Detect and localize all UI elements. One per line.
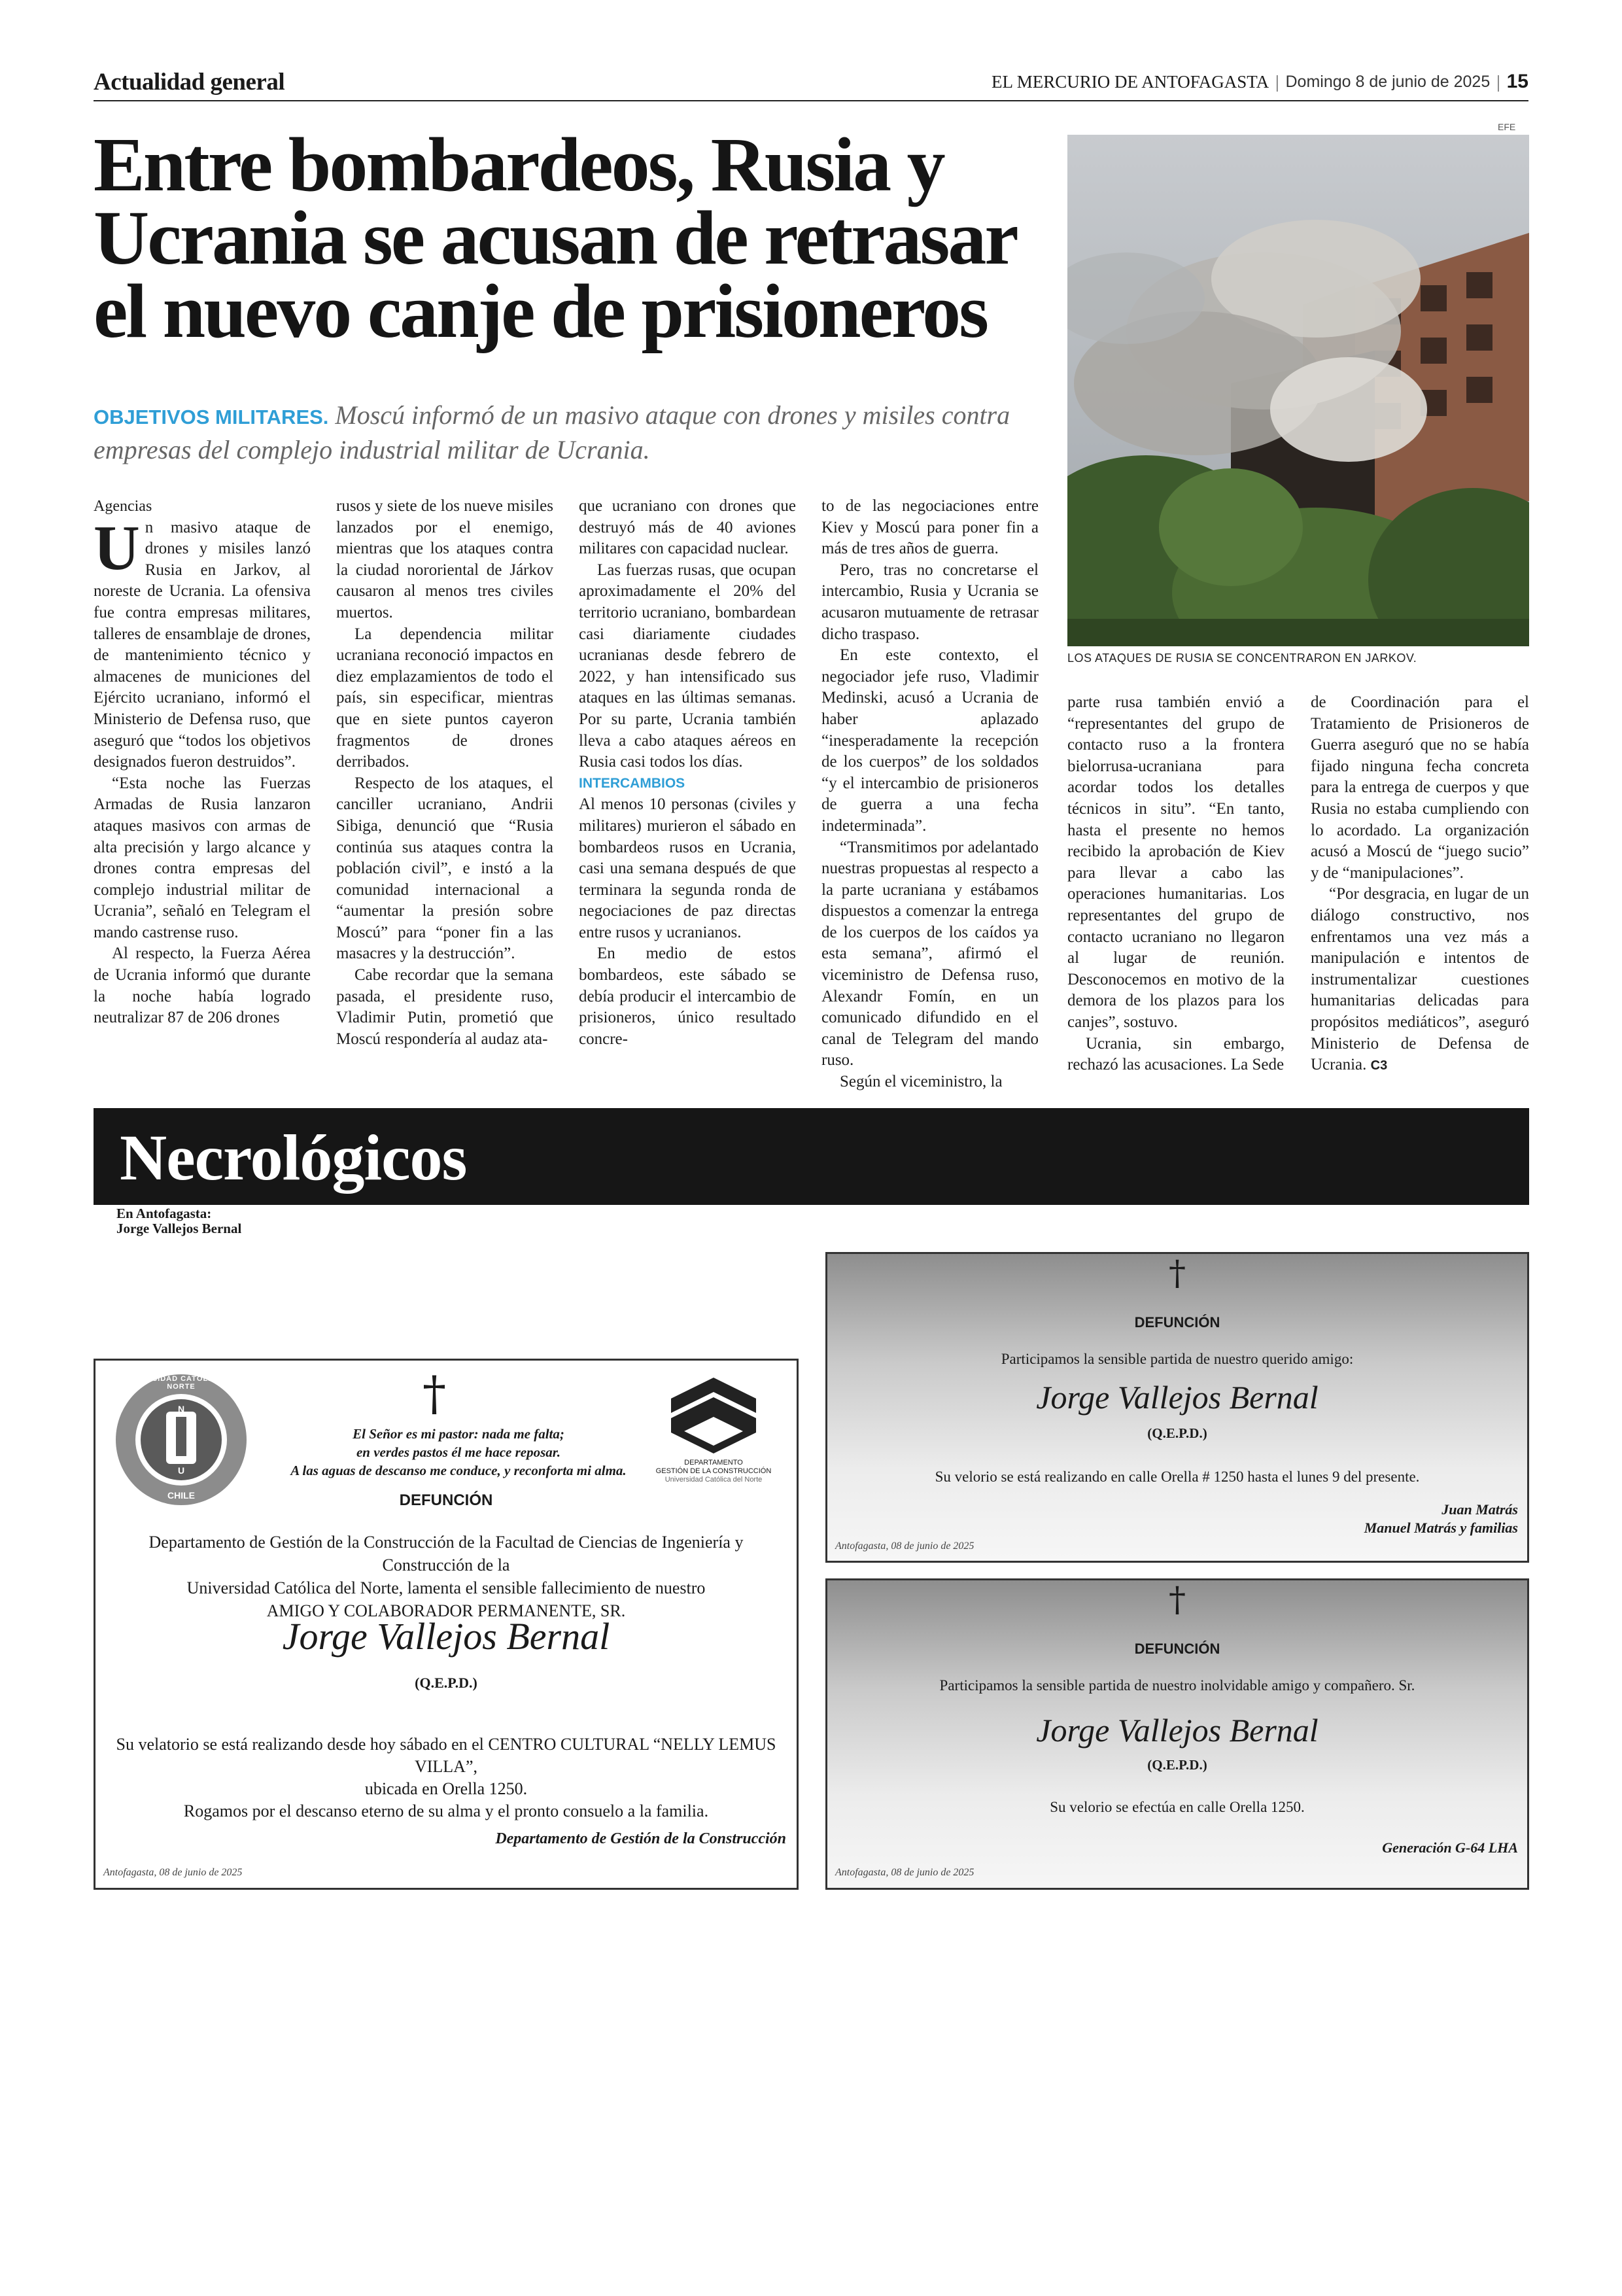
header-separator: |: [1275, 71, 1279, 92]
wake-line: Su velatorio se está realizando desde hoy sábado en el CENTRO CULTURAL “NELLY LEMUS VILLA”,: [116, 1735, 776, 1776]
article-paragraph: de Coordinación para el Tratamiento de Prisioneros de Guerra aseguró que no se había fijado ninguna fecha concreta para la entrega de cuerpos y que Rusia no estaba cumpliendo con lo acordado. La organización acusó a Moscú de “juego sucio” y de “manipulaciones”.: [1311, 693, 1529, 882]
seal-letter-n: N: [177, 1404, 185, 1414]
header-separator: |: [1496, 71, 1500, 92]
article-paragraph: Al menos 10 personas (civiles y militares) murieron el sábado en bombardeos rusos en Ucrania, casi una semana después de que terminara la segunda ronda de negociaciones de paz directas entre rusos y ucranianos.: [579, 795, 796, 941]
kicker-label: OBJETIVOS MILITARES.: [94, 406, 329, 428]
notice-date: Antofagasta, 08 de junio de 2025: [835, 1540, 975, 1552]
article-column-4: [821, 496, 1039, 1093]
header-rule: [94, 100, 1528, 101]
dropcap: U: [94, 512, 140, 583]
signature-line-2: Manuel Matrás y familias: [1364, 1520, 1518, 1536]
notice-heading: DEFUNCIÓN: [1134, 1314, 1220, 1331]
article-paragraph: Al respecto, la Fuerza Aérea de Ucrania informó que durante la noche había logrado neutralizar 87 de 206 drones: [94, 945, 311, 1027]
article-column-6: [1311, 692, 1529, 1077]
index-name: Jorge Vallejos Bernal: [116, 1221, 242, 1236]
dept-logo-mark: [645, 1372, 782, 1457]
ucn-seal-graphic: [112, 1371, 250, 1508]
kicker: [94, 399, 1022, 466]
page-number: 15: [1506, 71, 1528, 92]
wake-info: Su velorio se efectúa en calle Orella 1250.: [1050, 1799, 1305, 1815]
dept-logo-line-3: Universidad Católica del Norte: [664, 1476, 763, 1484]
section-title: Actualidad general: [94, 69, 285, 96]
article-paragraph: [1311, 884, 1529, 1076]
article-paragraph: “Transmitimos por adelantado nuestras propuestas al respecto a la parte ucraniana y estábamos dispuestos a comenzar la entrega de los cuerpos de los caídos ya esta semana”, afirmó el viceministro de Defensa ruso, Alexandr Fomín, en un comunicado difundido en el canal de Telegram del mando ruso.: [821, 838, 1039, 1070]
article-paragraph: Cabe recordar que la semana pasada, el presidente ruso, Vladimir Putin, prometió que Moscú respondería al audaz ata-: [336, 966, 553, 1048]
article-paragraph: En este contexto, el negociador jefe ruso, Vladimir Medinski, acusó a Ucrania de haber aplazado “inesperadamente la recepción de los cuerpos” de los soldados “y el intercambio de prisioneros de guerra a una fecha indeterminada”.: [821, 646, 1039, 835]
photo-caption: LOS ATAQUES DE RUSIA SE CONCENTRARON EN JARKOV.: [1067, 652, 1417, 665]
newspaper-name: EL MERCURIO DE ANTOFAGASTA: [991, 71, 1269, 92]
article-paragraph: “Esta noche las Fuerzas Armadas de Rusia lanzaron ataques masivos con armas de alta precisión y largo alcance y drones contra empresas del complejo industrial militar de Ucrania”, señaló en Telegram el mando castrense ruso.: [94, 774, 311, 941]
deceased-name: Jorge Vallejos Bernal: [1036, 1379, 1319, 1416]
page-header-meta: [992, 71, 1528, 93]
paragraph-text: n masivo ataque de drones y misiles lanzó Rusia en Jarkov, al noreste de Ucrania. La ofensiva fue contra empresas militares, talleres de ensamblaje de drones, de mantenimiento técnico y almacenes de municiones del Ejército ucraniano, informó el Ministerio de Defensa ruso, que aseguró que “todos los objetivos designados fueron destruidos”.: [94, 518, 311, 771]
qepd-label: (Q.E.P.D.): [1147, 1757, 1207, 1773]
psalm-quote: [259, 1425, 658, 1480]
article-paragraph: Ucrania, sin embargo, rechazó las acusaciones. La Sede: [1067, 1034, 1285, 1074]
qepd-label: (Q.E.P.D.): [415, 1675, 477, 1691]
article-paragraph: [94, 512, 311, 773]
cross-icon: †: [1169, 1580, 1186, 1620]
notice-signature: Departamento de Gestión de la Construcción: [495, 1830, 786, 1847]
kicker-text: Moscú informó de un masivo ataque con drones y misiles contra empresas del complejo industrial militar de Ucrania.: [94, 400, 1010, 464]
notice-heading: DEFUNCIÓN: [1134, 1641, 1220, 1657]
article-column-2: [336, 496, 553, 1050]
article-paragraph: Respecto de los ataques, el canciller ucraniano, Andrii Sibiga, denunció que “Rusia continúa sus ataques contra la población civil”, e instó a la comunidad internacional a “aumentar la presión sobre Moscú” para “poner fin a las masacres y la destrucción”.: [336, 774, 553, 963]
dept-logo-line-2: GESTIÓN DE LA CONSTRUCCIÓN: [655, 1467, 772, 1475]
notice-heading: DEFUNCIÓN: [399, 1491, 493, 1509]
article-column-1: [94, 496, 311, 1029]
notice-body-line: Universidad Católica del Norte, lamenta el sensible fallecimiento de nuestro: [186, 1578, 706, 1597]
seal-letter-u: U: [177, 1465, 185, 1476]
obituary-notice-ucn: [94, 1359, 799, 1890]
notice-body: [109, 1531, 784, 1622]
seal-bottom-text: CHILE: [167, 1490, 195, 1501]
news-photo: [1067, 135, 1529, 646]
ucn-seal-logo: [112, 1371, 250, 1508]
psalm-line-1: El Señor es mi pastor: nada me falta;: [353, 1426, 564, 1442]
wake-line: ubicada en Orella 1250.: [364, 1779, 528, 1798]
article-paragraph: Pero, tras no concretarse el intercambio, Rusia y Ucrania se acusaron mutuamente de retrasar dicho traspaso.: [821, 561, 1039, 643]
wake-info: Su velorio se está realizando en calle Orella # 1250 hasta el lunes 9 del presente.: [935, 1469, 1420, 1485]
issue-date: Domingo 8 de junio de 2025: [1285, 72, 1491, 91]
end-of-article-mark: C3: [1370, 1058, 1388, 1073]
dept-logo: [645, 1372, 782, 1510]
paragraph-text: “Por desgracia, en lugar de un diálogo constructivo, nos enfrentamos una vez más a manipulación e intentos de instrumentalizar cuestiones humanitarias delicadas para propósitos mediáticos”, aseguró Ministerio de Defensa de Ucrania.: [1311, 885, 1529, 1074]
deceased-name: Jorge Vallejos Bernal: [282, 1615, 610, 1658]
psalm-line-3: A las aguas de descanso me conduce, y reconforta mi alma.: [290, 1463, 627, 1478]
notice-body-line: Departamento de Gestión de la Construcción de la Facultad de Ciencias de Ingeniería y Construcción de la: [148, 1533, 744, 1574]
qepd-label: (Q.E.P.D.): [1147, 1425, 1207, 1441]
notice-date: Antofagasta, 08 de junio de 2025: [103, 1867, 243, 1878]
article-paragraph: rusos y siete de los nueve misiles lanzados por el enemigo, mientras que los ataques contra la ciudad nororiental de Járkov causaron al menos tres civiles muertos.: [336, 497, 553, 621]
article-paragraph: Las fuerzas rusas, que ocupan aproximadamente el 20% del territorio ucraniano, bombardean casi diariamente ciudades ucranianas desde febrero de 2022, y han intensificado sus ataques en las últimas semanas. Por su parte, Ucrania también lleva a cabo ataques aéreos en Rusia casi todos los días.: [579, 561, 796, 771]
article-column-5: [1067, 692, 1285, 1076]
obituary-notice-matras: [825, 1252, 1529, 1563]
notice-intro: Participamos la sensible partida de nuestro inolvidable amigo y compañero. Sr.: [939, 1677, 1415, 1694]
necrologicos-index: [116, 1206, 241, 1236]
index-city: En Antofagasta:: [116, 1206, 212, 1221]
wake-info: [109, 1733, 784, 1822]
notice-signature: Generación G-64 LHA: [1382, 1839, 1518, 1856]
article-subhead: INTERCAMBIOS: [579, 775, 685, 791]
necrologicos-title: Necrológicos: [120, 1121, 467, 1194]
article-paragraph: En medio de estos bombardeos, este sábado se debía producir el intercambio de prisioneros, único resultado concre-: [579, 945, 796, 1048]
cross-icon: †: [423, 1366, 446, 1421]
article-paragraph: Según el viceministro, la: [840, 1073, 1003, 1091]
article-paragraph: parte rusa también envió a “representantes del grupo de contacto ruso a la frontera bielorrusa-ucraniana para acordar todos los detalles técnicos in situ”. “En tanto, hasta el presente no hemos recibido la aprobación de Kiev para llevar a cabo las operaciones humanitarias. Los representantes del grupo de contacto ucraniano no llegaron al lugar de reunión. Desconocemos en motivo de la demora de los plazos para los canjes”, sostuvo.: [1067, 693, 1285, 1031]
notice-intro: Participamos la sensible partida de nuestro querido amigo:: [1001, 1351, 1354, 1367]
prayer-line: Rogamos por el descanso eterno de su alma y el pronto consuelo a la familia.: [183, 1801, 709, 1820]
notice-date: Antofagasta, 08 de junio de 2025: [835, 1867, 975, 1878]
seal-ring-text: UNIVERSIDAD CATÓLICA DEL NORTE: [121, 1375, 241, 1391]
article-paragraph: que ucraniano con drones que destruyó más de 40 aviones militares con capacidad nuclear.: [579, 497, 796, 558]
dept-logo-text: [645, 1459, 782, 1484]
signature-line-1: Juan Matrás: [1441, 1501, 1518, 1518]
article-paragraph: La dependencia militar ucraniana reconoció impactos en diez emplazamientos de todo el país, sin especificar, mientras que en siete puntos cayeron fragmentos de drones derribados.: [336, 625, 553, 771]
article-column-3: [579, 496, 796, 1050]
agency-byline: Agencias: [94, 498, 152, 515]
headline: Entre bombardeos, Rusia y Ucrania se acusan de retrasar el nuevo canje de prisioneros: [94, 122, 1016, 354]
deceased-name: Jorge Vallejos Bernal: [1036, 1712, 1319, 1748]
dept-logo-line-1: DEPARTAMENTO: [684, 1459, 743, 1467]
photo-credit: EFE: [1498, 122, 1516, 132]
notice-body-line: AMIGO Y COLABORADOR PERMANENTE, SR.: [266, 1601, 626, 1620]
burning-building-illustration: [1067, 135, 1529, 646]
obituary-notice-generacion: [825, 1578, 1529, 1890]
article-paragraph: to de las negociaciones entre Kiev y Moscú para poner fin a más de tres años de guerra.: [821, 497, 1039, 558]
psalm-line-2: en verdes pastos él me hace reposar.: [356, 1444, 561, 1460]
cross-icon: †: [1169, 1254, 1186, 1293]
